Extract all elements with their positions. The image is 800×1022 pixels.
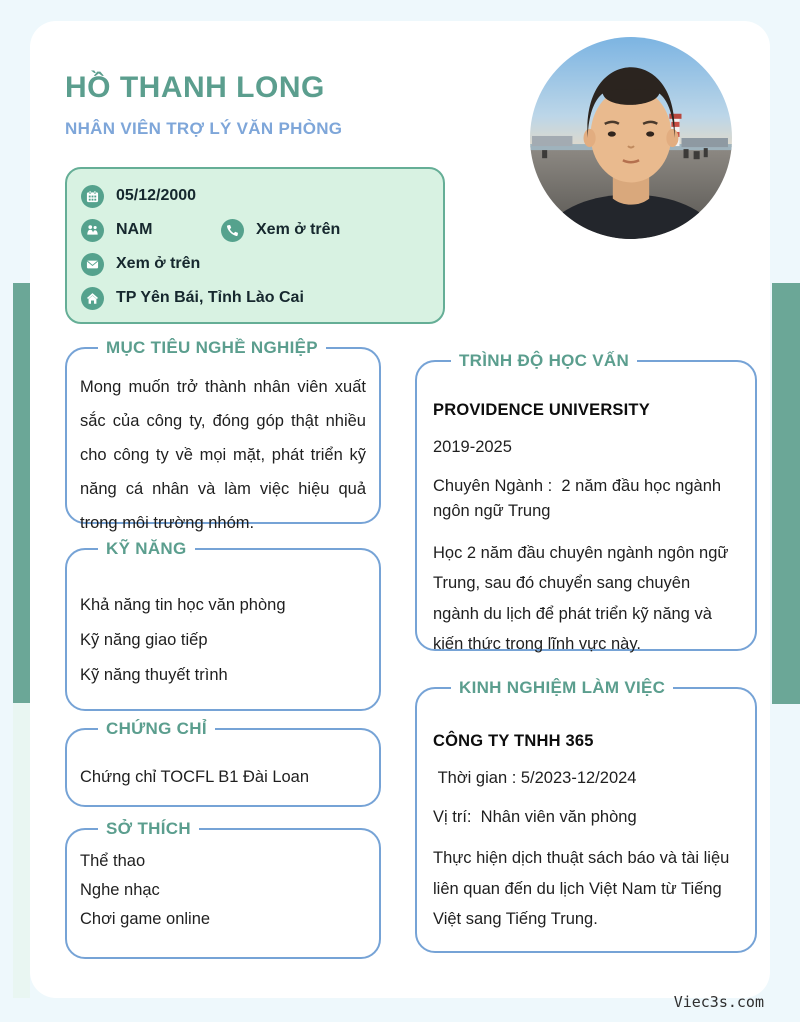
contact-row-gender-phone <box>81 213 429 247</box>
calendar-icon <box>81 185 104 208</box>
skill-item: Kỹ năng thuyết trình <box>80 666 228 684</box>
address-value: TP Yên Bái, Tỉnh Lào Cai <box>116 289 304 306</box>
section-objective <box>65 338 381 532</box>
certificate-item: Chứng chỉ TOCFL B1 Đài Loan <box>80 768 310 786</box>
contact-row-email <box>81 247 429 281</box>
cv-card <box>30 21 770 998</box>
profile-photo <box>530 37 732 239</box>
right-accent-bar <box>772 283 800 704</box>
email-value: Xem ở trên <box>116 255 201 272</box>
experience-detail: Thực hiện dịch thuật sách báo và tài liệu liên quan đến du lịch Việt Nam từ Tiếng Việt sang Tiếng Trung. <box>433 849 734 929</box>
experience-period: Thời gian : 5/2023-12/2024 <box>433 769 637 787</box>
candidate-name: HỒ THANH LONG <box>65 71 325 104</box>
education-detail: Học 2 năm đầu chuyên ngành ngôn ngữ Trung, sau đó chuyển sang chuyên ngành du lịch để phát triển kỹ năng và kiến thức trong lĩnh vực này. <box>433 543 733 654</box>
section-experience <box>415 678 757 953</box>
education-years: 2019-2025 <box>433 438 512 456</box>
section-certificates <box>65 719 381 807</box>
section-hobbies-heading: SỞ THÍCH <box>106 819 191 838</box>
skill-item: Khả năng tin học văn phòng <box>80 596 286 614</box>
phone-value: Xem ở trên <box>256 221 341 238</box>
hobby-item: Thể thao <box>80 852 146 870</box>
home-icon <box>81 287 104 310</box>
section-objective-heading: MỤC TIÊU NGHỀ NGHIỆP <box>106 338 318 357</box>
experience-company: CÔNG TY TNHH 365 <box>433 732 594 750</box>
section-certificates-heading: CHỨNG CHỈ <box>106 719 207 738</box>
phone-cell <box>221 219 340 242</box>
gender-value: NAM <box>116 221 153 238</box>
objective-text: Mong muốn trở thành nhân viên xuất sắc của công ty, đóng góp thật nhiều cho công ty về mọi mặt, phát triển kỹ năng cá nhân và làm việc hiệu quả trong môi trường nhóm. <box>80 378 366 532</box>
contact-info-box <box>65 167 445 324</box>
dob-value: 05/12/2000 <box>116 187 197 204</box>
hobby-item: Nghe nhạc <box>80 881 160 899</box>
phone-icon <box>221 219 244 242</box>
section-skills <box>65 539 381 711</box>
education-school: PROVIDENCE UNIVERSITY <box>433 401 650 419</box>
section-skills-heading: KỸ NĂNG <box>106 539 187 558</box>
experience-position: Vị trí: Nhân viên văn phòng <box>433 807 637 826</box>
gender-icon <box>81 219 104 242</box>
left-accent-bar-pale <box>13 703 30 998</box>
hobby-item: Chơi game online <box>80 910 211 928</box>
section-education-heading: TRÌNH ĐỘ HỌC VẤN <box>459 351 630 370</box>
section-hobbies <box>65 819 381 959</box>
candidate-job-title: NHÂN VIÊN TRỢ LÝ VĂN PHÒNG <box>65 119 343 138</box>
section-experience-heading: KINH NGHIỆM LÀM VIỆC <box>459 678 666 697</box>
mail-icon <box>81 253 104 276</box>
left-accent-bar <box>13 283 30 703</box>
skill-item: Kỹ năng giao tiếp <box>80 631 208 649</box>
education-major: Chuyên Ngành : 2 năm đầu học ngành ngôn ngữ Trung <box>433 476 726 521</box>
site-watermark: Viec3s.com <box>673 993 764 1011</box>
section-education <box>415 351 757 654</box>
gender-cell <box>81 219 221 242</box>
contact-row-dob <box>81 179 429 213</box>
contact-row-address <box>81 281 429 315</box>
